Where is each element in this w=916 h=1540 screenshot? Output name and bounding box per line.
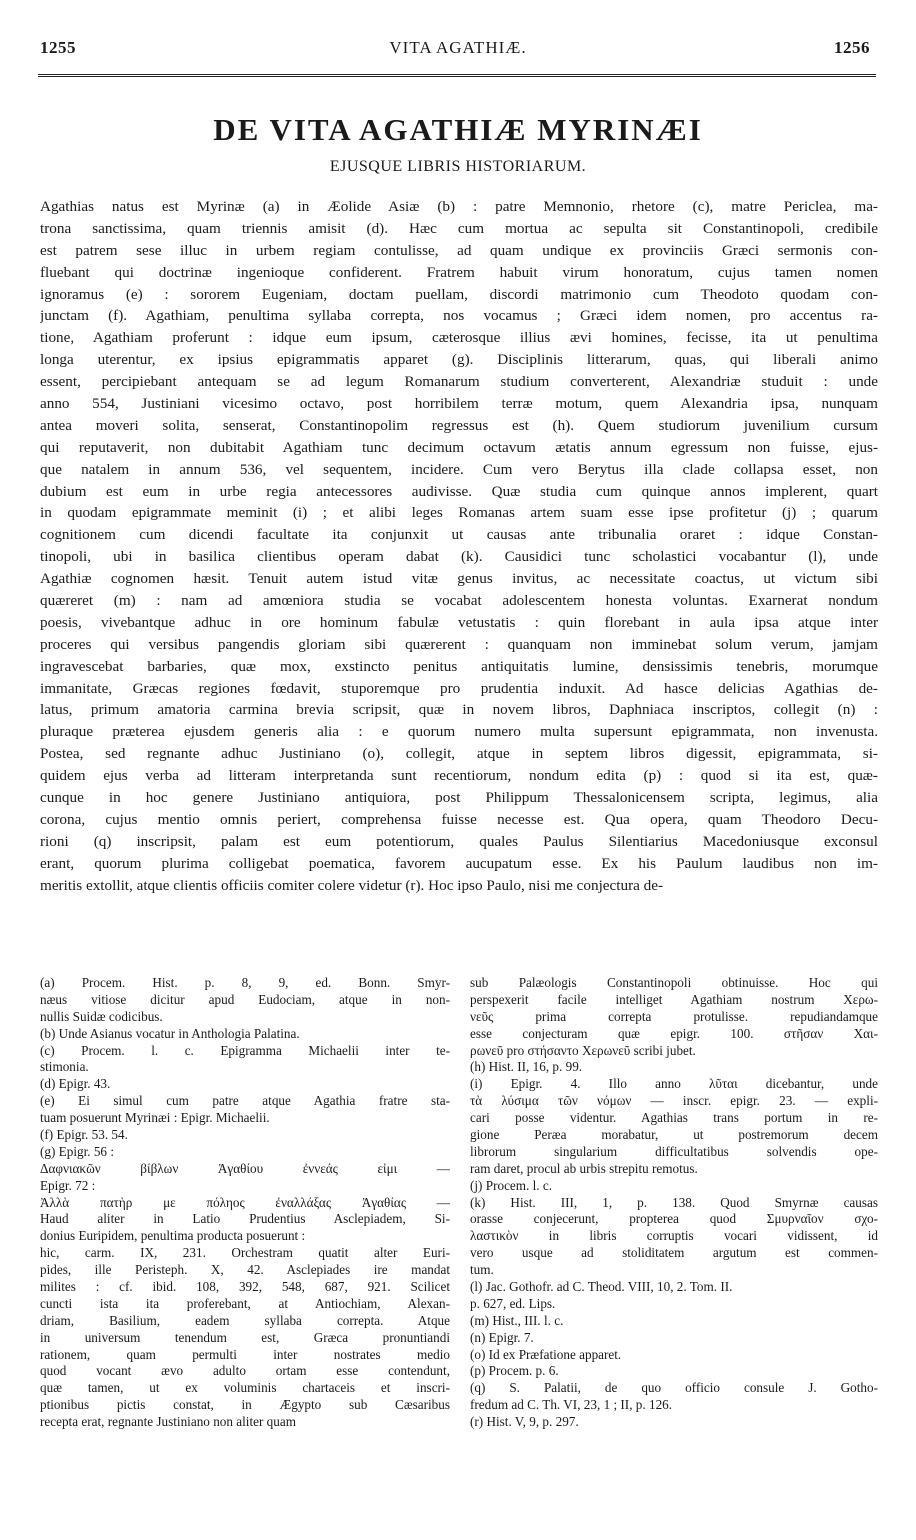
footnote-line: Haud aliter in Latio Prudentius Asclepiadem, Si- <box>40 1211 450 1227</box>
footnote-line: tum. <box>470 1262 494 1278</box>
footnote-line: (l) Jac. Gothofr. ad C. Theod. VIII, 10, 2. Tom. II. <box>470 1279 733 1295</box>
header-rule <box>38 74 876 77</box>
footnote-line: gione Peræa morabatur, ut postremorum decem <box>470 1127 878 1143</box>
text-line: tione, Agathiam proferunt : idque eum ipsum, cæterosque illius ævi homines, fecisse, ita ut penultima <box>40 329 878 347</box>
footnote-line: pides, ille Peristeph. X, 42. Asclepiades ire mandat <box>40 1262 450 1278</box>
text-line: Agathiæ cognomen hæsit. Tenuit autem istud vitæ genus invitus, ac necessitate coactus, ut victum sibi <box>40 570 878 588</box>
text-line: ignoramus (e) : sororem Eugeniam, doctam puellam, discordi matrimonio cum Theodoto quodam con- <box>40 285 878 303</box>
text-line: est patrem sese illuc in urbem regiam contulisse, ad quam undique ex provinciis Græci sermonis con- <box>40 241 878 259</box>
text-line: pluraque præterea ejusdem generis alia : e quorum numero multa supersunt epigrammata, non invenusta. <box>40 723 878 741</box>
footnote-line: rationem, quam permulti inter nostrates medio <box>40 1346 450 1362</box>
footnote-line: (p) Procem. p. 6. <box>470 1363 559 1379</box>
footnote-line: ρωνεῦ pro στήσαντο Χερωνεῦ scribi jubet. <box>470 1042 696 1058</box>
text-line: dubium est eum in urbe regia antecessores audivisse. Quæ studia cum quinque annos implerent, quart <box>40 482 878 500</box>
page-number-left: 1255 <box>40 38 76 57</box>
footnote-line: cuncti ista ita proferebant, at Antiochiam, Alexan- <box>40 1295 450 1311</box>
footnote-line: tuam posuerunt Myrinæi : Epigr. Michaelii. <box>40 1110 270 1126</box>
footnote-line: esse conjecturam quæ epigr. 100. στῆσαν Χαι- <box>470 1025 878 1041</box>
main-text <box>40 196 878 897</box>
text-line: quidem ejus verba ad litteram interpretanda sunt recentiorum, nondum edita (p) : quod si ita est, quæ- <box>40 767 878 785</box>
text-line: anno 554, Justiniani vicesimo octavo, post horribilem terræ motum, quem Alexandria ipsa, nunquam <box>40 395 878 413</box>
text-line: qui reputaverit, non dubitabit Agathiam tunc decimum octavum ætatis annum egressum non fuisse, ejus- <box>40 438 878 456</box>
chapter-subtitle: EJUSQUE LIBRIS HISTORIARUM. <box>329 158 587 175</box>
footnote-line: stimonia. <box>40 1059 89 1075</box>
footnote-line: (j) Procem. l. c. <box>470 1177 553 1193</box>
text-line: ingravescebat barbaries, quæ mox, exstincto penitus antiquitatis lumine, densissimis tenebris, morumque <box>40 657 878 675</box>
footnote-line: (n) Epigr. 7. <box>470 1329 534 1345</box>
footnote-line: (o) Id ex Præfatione apparet. <box>470 1346 622 1362</box>
footnote-line: νεῦς prima correpta protulisse. repudiandamque <box>470 1008 878 1024</box>
footnote-line: ptionibus pictis constat, in Ægypto sub Cæsaribus <box>40 1397 450 1413</box>
text-line: meritis extollit, atque clientis officiis comiter colere videtur (r). Hoc ipso Paulo, nisi me conjectura de- <box>40 876 664 894</box>
text-line: tinopoli, ubi in basilica clientibus operam dabat (k). Causidici tunc scholastici vocabantur (l), unde <box>40 548 878 566</box>
footnote-line: perspexerit facile intelliget Agathiam nostrum Χερω- <box>470 991 878 1007</box>
footnote-line: orasse conjecerunt, propterea quod Σμυρναῖον σχο- <box>470 1211 878 1227</box>
footnote-line: (k) Hist. III, 1, p. 138. Quod Smyrnæ causas <box>470 1194 878 1210</box>
footnotes-left-column <box>40 975 450 1431</box>
footnote-line: (h) Hist. II, 16, p. 99. <box>470 1059 583 1075</box>
footnote-line: (r) Hist. V, 9, p. 297. <box>470 1414 579 1430</box>
footnote-line: (g) Epigr. 56 : <box>40 1143 114 1159</box>
footnote-line: Epigr. 72 : <box>40 1177 96 1193</box>
footnote-line: (a) Procem. Hist. p. 8, 9, ed. Bonn. Smyr- <box>40 975 450 990</box>
footnote-line: quod vocant ævo adulto ortam esse contendunt, <box>40 1363 450 1379</box>
footnote-line: quæ tamen, ut ex voluminis chartaceis et inscri- <box>40 1380 450 1396</box>
footnote-line: in universum tenendum est, Græca pronuntiandi <box>40 1329 450 1345</box>
text-line: trona sanctissima, quam triennis amisit (d). Hæc cum mortua ac sepulta sit Constantinopoli, credibile <box>40 219 878 237</box>
text-line: cognitionem cum dicendi facultate ita conjunxit ut causas ante tribunalia oraret : idque Constan- <box>40 526 878 544</box>
footnotes-right-column <box>470 975 878 1431</box>
footnote-line: p. 627, ed. Lips. <box>470 1295 556 1311</box>
text-line: junctam (f). Agathiam, penultima syllaba correpta, nos vocamus ; Græci idem nomen, pro accentus ra- <box>40 307 878 325</box>
text-line: erant, quorum plurima colligebat poematica, favorem aucupatum esse. Ex his Paulum laudibus non im- <box>40 854 878 872</box>
footnote-line: (c) Procem. l. c. Epigramma Michaelii inter te- <box>40 1042 450 1058</box>
text-line: proceres qui versibus pangendis gloriam sibi quærerent : quanquam non imminebat solum verum, jamjam <box>40 635 878 653</box>
footnote-line: τὰ λύσιμα τῶν νόμων — inscr. epigr. 23. — expli- <box>470 1093 878 1109</box>
text-line: Agathias natus est Myrinæ (a) in Æolide Asiæ (b) : patre Memnonio, rhetore (c), matre Periclea, ma- <box>40 198 878 215</box>
text-line: fluebant qui doctrinæ ingenioque confiderent. Fratrem habuit virum honoratum, cujus tamen nomen <box>40 263 878 281</box>
footnote-line: librorum singularium difficultatibus solvendis ope- <box>470 1143 878 1159</box>
text-line: rioni (q) inscripsit, palam est eum potentiorum, quales Paulus Silentiarius Macedoniusque exconsul <box>40 832 878 850</box>
footnote-line: recepta erat, regnante Justiniano non aliter quam <box>40 1414 296 1430</box>
footnote-line: (d) Epigr. 43. <box>40 1076 111 1092</box>
footnote-line: milites : cf. ibid. 108, 392, 548, 687, 921. Scilicet <box>40 1279 450 1295</box>
footnote-line: (f) Epigr. 53. 54. <box>40 1127 128 1143</box>
running-title: VITA AGATHIÆ. <box>389 38 527 57</box>
footnote-line: driam, Basilium, eadem syllaba correpta. Atque <box>40 1312 450 1328</box>
footnote-line: λαστικὸν in libris corruptis vocari vidissent, id <box>470 1228 878 1244</box>
footnote-line: (e) Ei simul cum patre atque Agathia fratre sta- <box>40 1093 450 1109</box>
footnote-line: næus vitiose dicitur apud Eudociam, atque in non- <box>40 991 450 1007</box>
footnote-line: Ἀλλὰ πατὴρ με πόληος ἐναλλάξας Ἀγαθίας — <box>40 1194 450 1210</box>
text-line: in quodam epigrammate meminit (i) ; et alibi leges Romanas artem suam esse ipse profitetur (j) ; quarum <box>40 504 878 522</box>
footnote-line: (q) S. Palatii, de quo officio consule J. Gotho- <box>470 1380 878 1396</box>
chapter-title: DE VITA AGATHIÆ MYRINÆI <box>213 112 703 147</box>
text-line: corona, cujus mentio omnis periert, comprehensa fuisse necesse est. Qua opera, quam Theodoro Decu- <box>40 810 878 828</box>
text-line: poesis, vivebantque adhuc in ore hominum fabulæ vetustatis : quin florebant in aula ipsa atque inter <box>40 613 878 631</box>
text-line: essent, percipiebant antequam se ad legum Romanarum studium converterent, Alexandriæ studuit : unde <box>40 373 878 391</box>
footnote-line: cari posse videntur. Agathias trans portum in re- <box>470 1110 878 1126</box>
text-line: immanitate, Græcas regiones fœdavit, stuporemque pro prudentia induxit. Ad hasce delicias Agathias de- <box>40 679 878 697</box>
text-line: que natalem in annum 536, vel sequentem, incidere. Cum vero Berytus illa clade collapsa esset, non <box>40 460 878 478</box>
text-line: longa uterentur, ex ipsius epigrammatis apparet (g). Disciplinis litterarum, quas, qui liberali animo <box>40 351 878 369</box>
footnote-line: sub Palæologis Constantinopoli obtinuisse. Hoc qui <box>470 975 878 990</box>
footnote-line: (i) Epigr. 4. Illo anno λῦται dicebantur, unde <box>470 1076 878 1092</box>
footnote-line: vero usque ad stoliditatem argutum est commen- <box>470 1245 878 1261</box>
text-line: quæreret (m) : nam ad amœniora studia se vocabat adolescentem honesta voluntas. Exarnerat nondum <box>40 592 878 610</box>
footnote-line: Δαφνιακῶν βίβλων Ἀγαθίου ἐννεάς εἰμι — <box>40 1160 450 1176</box>
text-line: cunque in hoc genere Justiniano antiquiora, post Philippum Thessalonicensem scripta, legimus, alia <box>40 789 878 807</box>
footnote-line: fredum ad C. Th. VI, 23, 1 ; II, p. 126. <box>470 1397 673 1413</box>
footnote-line: nullis Suidæ codicibus. <box>40 1008 163 1024</box>
footnote-line: (m) Hist., III. l. c. <box>470 1312 564 1328</box>
text-line: antea moveri solita, senserat, Constantinopolim regressus est (h). Quem studiorum juvenilium cursum <box>40 416 878 434</box>
text-line: Postea, sed regnante adhuc Justiniano (o), collegit, atque in septem libros digessit, epigrammata, si- <box>40 745 878 763</box>
page-number-right: 1256 <box>834 38 870 57</box>
footnote-line: hic, carm. IX, 231. Orchestram quatit alter Euri- <box>40 1245 450 1261</box>
footnote-line: (b) Unde Asianus vocatur in Anthologia Palatina. <box>40 1025 300 1041</box>
footnote-line: donius Euripidem, penultima producta posuerunt : <box>40 1228 306 1244</box>
text-line: latus, primum amatoria carmina brevia scripsit, quæ in novem libros, Daphniaca inscriptos, collegit (n) : <box>40 701 878 719</box>
footnote-line: ram daret, procul ab urbis strepitu remotus. <box>470 1160 698 1176</box>
